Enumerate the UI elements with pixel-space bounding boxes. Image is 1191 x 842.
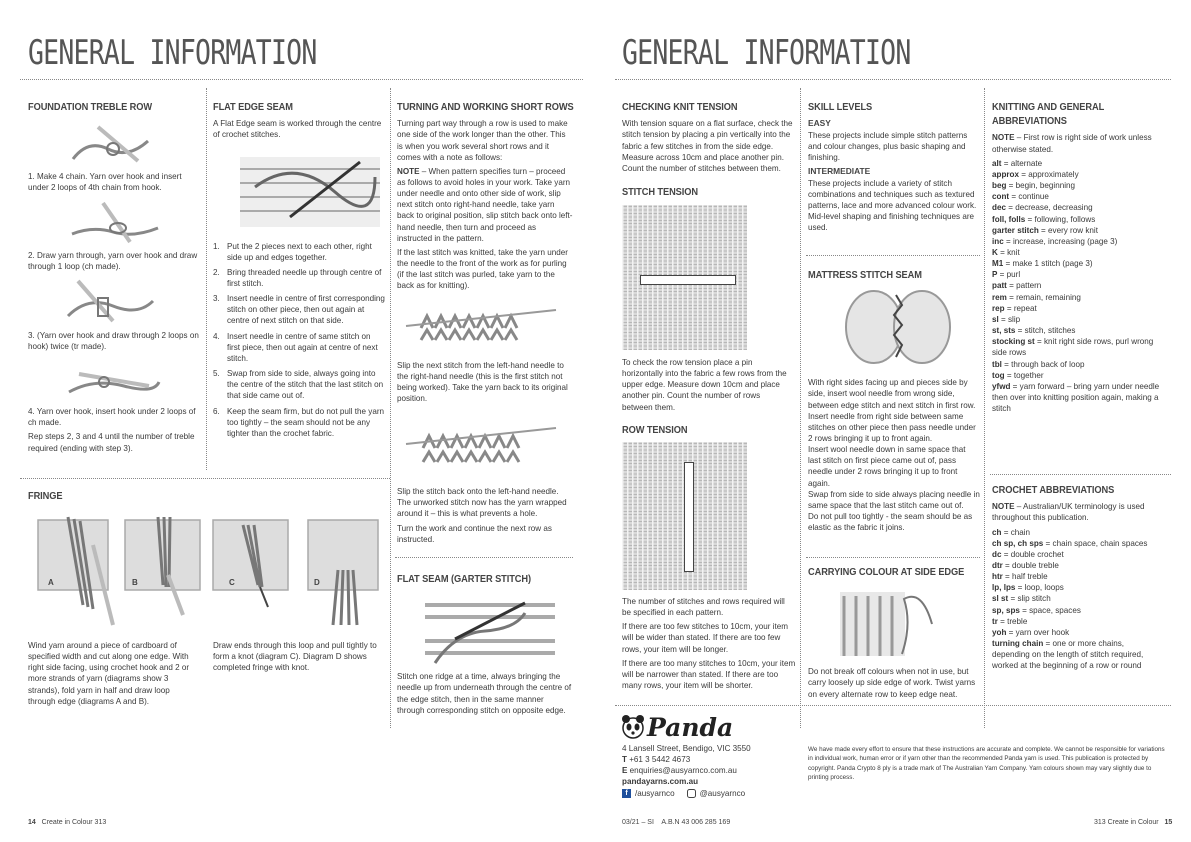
mattress-line-4: Swap from side to side always placing needle in same space that the last stitch came out of. bbox=[808, 489, 980, 510]
knit-abbr-list bbox=[992, 158, 1164, 415]
knit-abbr-item: st, sts = stitch, stitches bbox=[992, 326, 1076, 336]
left-footer: 14 Create in Colour 313 bbox=[28, 819, 107, 826]
flat-edge-step-4: 4. Insert needle in centre of same stitch on first piece, then out again at centre of next stitch. bbox=[213, 331, 378, 363]
right-title-divider bbox=[615, 79, 1171, 80]
brand-address: 4 Lansell Street, Bendigo, VIC 3550 bbox=[622, 744, 751, 753]
crochet-abbr-item: dtr = double treble bbox=[992, 560, 1059, 570]
fringe-text-1: Wind yarn around a piece of cardboard of specified width and cut along one edge. With right side facing, using crochet hook and 2 or more strands of yarn (diagrams show 3 strands), fold yarn in half and draw loop through edge (diagrams A and B). bbox=[28, 641, 190, 706]
crochet-abbr-item: sl st = slip stitch bbox=[992, 594, 1051, 604]
stitch-tension-ruler bbox=[640, 275, 736, 285]
knit-abbr-item: inc = increase, increasing (page 3) bbox=[992, 236, 1118, 246]
flat-edge-step-6: 6. Keep the seam firm, but do not pull the yarn too tightly – the seam should not be any tighter than the crochet fabric. bbox=[213, 406, 385, 438]
knit-abbr-item: patt = pattern bbox=[992, 281, 1042, 291]
foundation-step1-illustration bbox=[68, 119, 168, 167]
knit-abbr-item: tbl = through back of loop bbox=[992, 359, 1085, 369]
fringe-label-d: D bbox=[314, 578, 320, 587]
fringe-label-c: C bbox=[229, 578, 235, 587]
crochet-abbreviations-section bbox=[992, 484, 1164, 672]
foundation-step-1: 1. Make 4 chain. Yarn over hook and insert under 2 loops of 4th chain from hook. bbox=[28, 172, 182, 193]
left-page-title: GENERAL INFORMATION bbox=[28, 33, 317, 73]
mattress-line-2: Insert needle from right side between same stitches on other piece then pass needle under 2 rows bringing it up to front again. bbox=[808, 411, 976, 443]
knitting-abbreviations-section bbox=[992, 101, 1164, 414]
stitch-tension-text: To check the row tension place a pin horizontally into the fabric a few rows from the upper edge. Measure down 10cm and place another pin. Count the number of rows between them. bbox=[622, 358, 787, 412]
crochet-abbr-item: ch sp, ch sps = chain space, chain spaces bbox=[992, 538, 1148, 548]
row-tension-heading: ROW TENSION bbox=[622, 425, 688, 436]
garter-seam-section bbox=[397, 573, 573, 719]
fringe-heading: FRINGE bbox=[28, 491, 63, 502]
crochet-abbr-item: ch = chain bbox=[992, 527, 1031, 537]
foundation-step2-illustration bbox=[68, 198, 168, 246]
crochet-abbr-item: sp, sps = space, spaces bbox=[992, 605, 1081, 615]
instagram-icon[interactable] bbox=[687, 789, 696, 798]
crochet-abbr-list bbox=[992, 527, 1164, 672]
carry-heading: CARRYING COLOUR AT SIDE EDGE bbox=[808, 567, 965, 578]
knit-abbr-note: NOTE – First row is right side of work unless otherwise stated. bbox=[992, 133, 1152, 154]
crochet-abbr-item: tr = treble bbox=[992, 616, 1028, 626]
mattress-divider bbox=[806, 255, 980, 256]
foundation-step-3: 3. (Yarn over hook and draw through 2 loops on hook) twice (tr made). bbox=[28, 330, 199, 351]
right-page-title: GENERAL INFORMATION bbox=[622, 33, 911, 73]
left-vdivider-2 bbox=[390, 88, 391, 728]
brand-phone: T +61 3 5442 4673 bbox=[622, 755, 691, 765]
skill-levels-section bbox=[808, 101, 980, 237]
mattress-heading: MATTRESS STITCH SEAM bbox=[808, 270, 922, 281]
row-tension-section bbox=[622, 424, 800, 441]
knit-tension-section bbox=[622, 101, 800, 177]
row-tension-swatch bbox=[622, 442, 747, 590]
right-vdivider-1 bbox=[800, 88, 801, 728]
garter-text: Stitch one ridge at a time, always bringing the needle up from underneath through the centre of the edge stitch, then in the same manner through corresponding stitch on opposite edge. bbox=[397, 672, 572, 715]
short-rows-illustration-1 bbox=[401, 298, 561, 354]
facebook-handle[interactable]: /ausyarnco bbox=[635, 788, 675, 798]
skill-easy-label: EASY bbox=[808, 118, 831, 129]
brand-block bbox=[622, 714, 782, 799]
fringe-section bbox=[28, 490, 388, 507]
stitch-tension-section bbox=[622, 186, 800, 203]
fringe-divider bbox=[20, 478, 390, 479]
flat-edge-illustration bbox=[235, 147, 385, 233]
short-rows-p4: Slip the next stitch from the left-hand needle to the right-hand needle (this is the first stitch not being worked). Take the yarn back to its original position. bbox=[397, 360, 568, 404]
skill-intermediate-label: INTERMEDIATE bbox=[808, 166, 871, 177]
carry-divider bbox=[806, 557, 980, 558]
short-rows-p1: Turning part way through a row is used to make one side of the work longer than the other. This is when you work several short rows and it comes with a note as follows: bbox=[397, 119, 568, 162]
mattress-illustration bbox=[844, 287, 954, 367]
knit-abbr-item: alt = alternate bbox=[992, 158, 1043, 168]
flat-edge-step-5: 5. Swap from side to side, always going into the centre of the stitch that the last stitch on that side came out of. bbox=[213, 369, 384, 401]
brand-divider bbox=[615, 705, 1171, 706]
knit-abbr-item: beg = begin, beginning bbox=[992, 181, 1076, 191]
knit-abbr-item: stocking st = knit right side rows, purl wrong side rows bbox=[992, 337, 1154, 358]
short-rows-illustration-2 bbox=[401, 414, 561, 480]
panda-logo-text: Panda bbox=[647, 712, 734, 742]
left-title-divider bbox=[20, 79, 583, 80]
panda-logo-icon bbox=[622, 714, 644, 740]
short-rows-note: NOTE – When pattern specifies turn – proceed as follows to avoid holes in your work. Take yarn under needle and onto other side of work, slip next stitch onto right-hand needle, take yarn back to original position, slip stitch back onto left-hand needle, then turn and proceed as instructed in the pattern. bbox=[397, 166, 573, 243]
skill-heading: SKILL LEVELS bbox=[808, 102, 873, 113]
brand-email[interactable]: E enquiries@ausyarnco.com.au bbox=[622, 766, 737, 776]
fringe-text-2: Draw ends through this loop and pull tightly to form a knot (diagram C). Diagram D shows completed fringe with knot. bbox=[213, 641, 377, 673]
carry-text: Do not break off colours when not in use, but carry loosely up side edge of work. Twist yarns on every alternate row to keep edge neat. bbox=[808, 667, 976, 699]
disclaimer: We have made every effort to ensure that these instructions are accurate and complete. We cannot be responsible for variations in individual work, human error or if yarn other than the recommended Panda yarn is used. This publication is protected by copyright. Panda Crypto 8 ply is a trade mark of The Australian Yarn Company. Yarn colours shown may vary slightly due to printing process. bbox=[808, 746, 1165, 782]
fringe-label-b: B bbox=[132, 578, 138, 587]
knit-abbr-item: P = purl bbox=[992, 270, 1021, 280]
foundation-treble-section bbox=[28, 101, 200, 457]
knit-abbr-item: rem = remain, remaining bbox=[992, 292, 1081, 302]
crochet-abbr-note: NOTE – Australian/UK terminology is used throughout this publication. bbox=[992, 502, 1145, 523]
flat-edge-step-3: 3. Insert needle in centre of first corresponding stitch on other piece, then out again at centre of next stitch on that side. bbox=[213, 294, 385, 326]
knit-abbr-item: yfwd = yarn forward – bring yarn under needle then over into knitting position again, making a stitch bbox=[992, 381, 1160, 414]
crochet-abbr-item: lp, lps = loop, loops bbox=[992, 583, 1064, 593]
instagram-handle[interactable]: @ausyarnco bbox=[699, 788, 746, 798]
brand-social bbox=[622, 788, 782, 799]
flat-edge-intro: A Flat Edge seam is worked through the centre of crochet stitches. bbox=[213, 119, 382, 140]
crochet-abbr-item: yoh = yarn over hook bbox=[992, 627, 1070, 637]
knit-abbr-item: approx = approximately bbox=[992, 169, 1079, 179]
crochet-abbr-item: htr = half treble bbox=[992, 572, 1048, 582]
short-rows-p3: If the last stitch was knitted, take the yarn under the needle to the front of the work as for purling (if the last stitch was purled, take yarn to the back as for knitting). bbox=[397, 247, 568, 291]
foundation-step4-illustration bbox=[64, 356, 164, 402]
mattress-line-1: With right sides facing up and pieces side by side, insert wool needle from wrong side, between edge stitch and next stitch in first row. bbox=[808, 378, 976, 410]
stitch-tension-swatch bbox=[622, 205, 747, 350]
crochet-abbr-heading: CROCHET ABBREVIATIONS bbox=[992, 485, 1115, 496]
garter-seam-illustration bbox=[415, 593, 565, 665]
short-rows-section bbox=[397, 101, 573, 548]
crochet-divider bbox=[990, 474, 1171, 475]
mattress-line-3: Insert wool needle down in same space that last stitch on first piece came out of, pass needle under 2 rows bringing it up to front again. bbox=[808, 445, 966, 488]
crochet-abbr-item: dc = double crochet bbox=[992, 549, 1064, 559]
knit-abbr-item: cont = continue bbox=[992, 192, 1049, 202]
right-footer-code: 03/21 – SI A.B.N 43 006 285 169 bbox=[622, 819, 731, 826]
foundation-heading: FOUNDATION TREBLE ROW bbox=[28, 102, 153, 113]
left-vdivider-1 bbox=[206, 88, 207, 470]
flat-edge-step-1: 1. Put the 2 pieces next to each other, right side up and edges together. bbox=[213, 241, 372, 262]
row-tension-ruler bbox=[684, 462, 694, 572]
knit-abbr-item: K = knit bbox=[992, 247, 1020, 257]
row-tension-text: The number of stitches and rows required will be specified in each pattern. If there are too few stitches to 10cm, your item will be wider than stated. If there are too few rows, your item will be longer. If there are too many stitches to 10cm, your item will be narrower than stated. If there are too many rows, your item will be shorter. bbox=[622, 597, 796, 691]
mattress-line-5: Do not pull too tightly - the seam should be as elastic as the fabric it joins. bbox=[808, 512, 973, 533]
fringe-label-a: A bbox=[48, 578, 54, 587]
short-rows-p6: Turn the work and continue the next row as instructed. bbox=[397, 523, 552, 544]
knit-abbr-item: foll, folls = following, follows bbox=[992, 214, 1096, 224]
knit-abbr-item: dec = decrease, decreasing bbox=[992, 203, 1093, 213]
facebook-icon[interactable]: f bbox=[622, 789, 631, 798]
foundation-note: Rep steps 2, 3 and 4 until the number of treble required (ending with step 3). bbox=[28, 432, 195, 453]
stitch-tension-heading: STITCH TENSION bbox=[622, 187, 698, 198]
foundation-step-2: 2. Draw yarn through, yarn over hook and draw through 1 loop (ch made). bbox=[28, 250, 198, 271]
knit-abbr-item: tog = together bbox=[992, 370, 1044, 380]
fringe-diagrams bbox=[28, 515, 383, 635]
flat-edge-step-2: 2. Bring threaded needle up through centre of first stitch. bbox=[213, 267, 382, 288]
garter-heading: FLAT SEAM (GARTER STITCH) bbox=[397, 574, 532, 585]
knit-abbr-item: sl = slip bbox=[992, 314, 1021, 324]
crochet-abbr-item: turning chain = one or more chains, depending on the length of stitch required, worked at the beginning of a row or round bbox=[992, 639, 1144, 671]
carry-colour-section bbox=[808, 566, 980, 703]
flat-edge-heading: FLAT EDGE SEAM bbox=[213, 102, 293, 113]
mattress-section bbox=[808, 269, 980, 533]
garter-divider bbox=[395, 557, 573, 558]
foundation-step3-illustration bbox=[58, 276, 158, 326]
short-rows-heading: TURNING AND WORKING SHORT ROWS bbox=[397, 102, 574, 113]
knit-abbr-item: rep = repeat bbox=[992, 303, 1037, 313]
foundation-step-4: 4. Yarn over hook, insert hook under 2 loops of ch made. bbox=[28, 407, 196, 428]
right-vdivider-2 bbox=[984, 88, 985, 728]
knit-tension-text: With tension square on a flat surface, check the stitch tension by placing a pin vertically into the fabric a few stitches in from the side edge. Measure across 10cm and place another pin. Count the number of stitches between them. bbox=[622, 119, 793, 173]
skill-intermediate-text: These projects include a variety of stitch combinations and techniques such as textured patterns, lace and more advanced colour work. Mid-level shaping and finishing techniques are used. bbox=[808, 178, 977, 233]
skill-easy-text: These projects include simple stitch patterns and colour changes, plus basic shaping and finishing. bbox=[808, 130, 968, 163]
knit-abbr-item: garter stitch = every row knit bbox=[992, 225, 1098, 235]
short-rows-p5: Slip the stitch back onto the left-hand needle. The unworked stitch now has the yarn wrapped around it – this is what prevents a hole. bbox=[397, 487, 567, 519]
right-footer: 313 Create in Colour 15 bbox=[1094, 819, 1173, 826]
carry-colour-illustration bbox=[832, 584, 942, 660]
flat-edge-seam-section bbox=[213, 101, 385, 443]
brand-website[interactable]: pandayarns.com.au bbox=[622, 777, 699, 787]
knit-tension-heading: CHECKING KNIT TENSION bbox=[622, 102, 738, 113]
knit-abbr-heading: KNITTING AND GENERAL ABBREVIATIONS bbox=[992, 102, 1104, 128]
knit-abbr-item: M1 = make 1 stitch (page 3) bbox=[992, 259, 1093, 269]
